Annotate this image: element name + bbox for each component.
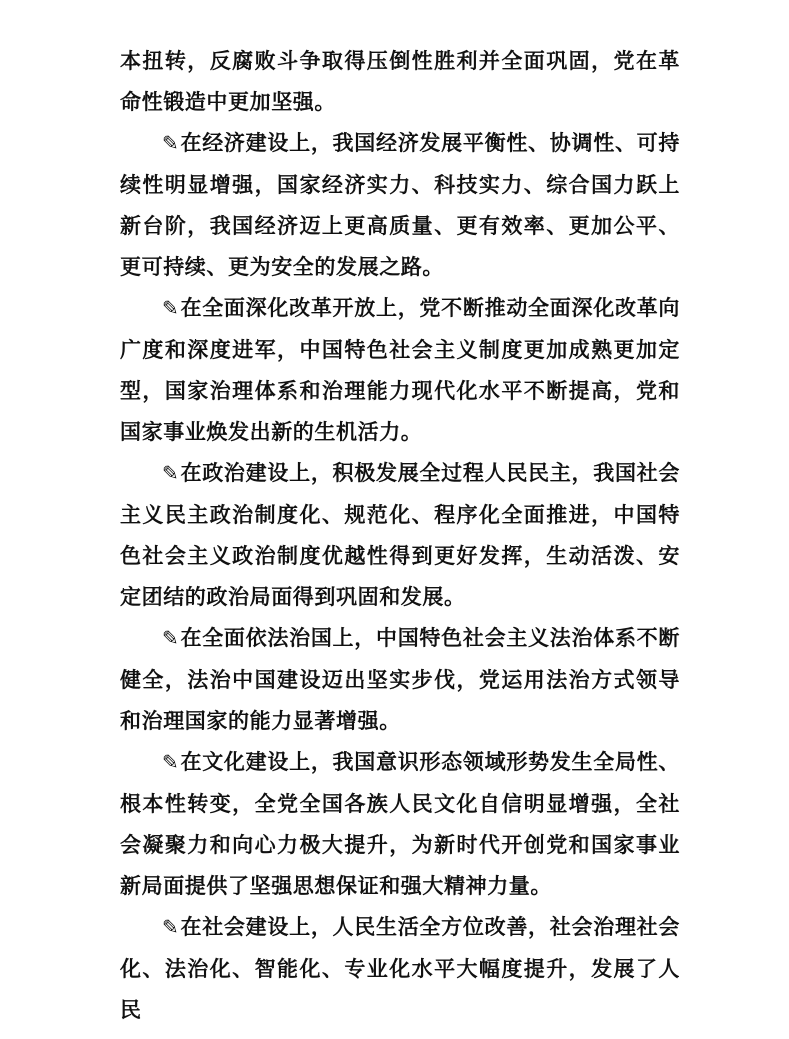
paragraph-text: 在经济建设上，我国经济发展平衡性、协调性、可持续性明显增强，国家经济实力、科技实力、综合国力跃上新台阶，我国经济迈上更高质量、更有效率、更加公平、更可持续、更为安全的发展之路。 — [120, 130, 680, 279]
pencil-icon: ✎ — [162, 626, 180, 650]
paragraph-politics — [120, 452, 680, 617]
paragraph-text: 在政治建设上，积极发展全过程人民民主，我国社会主义民主政治制度化、规范化、程序化全面推进，中国特色社会主义政治制度优越性得到更好发挥，生动活泼、安定团结的政治局面得到巩固和发展。 — [120, 460, 680, 609]
paragraph-text: 在社会建设上，人民生活全方位改善，社会治理社会化、法治化、智能化、专业化水平大幅度提升，发展了人民 — [120, 914, 680, 1022]
paragraph-rule-of-law — [120, 617, 680, 741]
pencil-icon: ✎ — [162, 750, 180, 774]
paragraph-culture — [120, 741, 680, 906]
paragraph-text: 在文化建设上，我国意识形态领域形势发生全局性、根本性转变，全党全国各族人民文化自信明显增强，全社会凝聚力和向心力极大提升，为新时代开创党和国家事业新局面提供了坚强思想保证和强大精神力量。 — [120, 749, 680, 898]
paragraph-continued — [120, 40, 680, 122]
document-body — [120, 40, 680, 1030]
paragraph-text: 在全面深化改革开放上，党不断推动全面深化改革向广度和深度进军，中国特色社会主义制度更加成熟更加定型，国家治理体系和治理能力现代化水平不断提高，党和国家事业焕发出新的生机活力。 — [120, 295, 680, 444]
pencil-icon: ✎ — [162, 296, 180, 320]
paragraph-society — [120, 906, 680, 1030]
pencil-icon: ✎ — [162, 461, 180, 485]
paragraph-reform — [120, 287, 680, 452]
paragraph-economy — [120, 122, 680, 287]
paragraph-text: 本扭转，反腐败斗争取得压倒性胜利并全面巩固，党在革命性锻造中更加坚强。 — [120, 48, 680, 114]
paragraph-text: 在全面依法治国上，中国特色社会主义法治体系不断健全，法治中国建设迈出坚实步伐，党运用法治方式领导和治理国家的能力显著增强。 — [120, 625, 680, 733]
pencil-icon: ✎ — [162, 915, 180, 939]
pencil-icon: ✎ — [162, 131, 180, 155]
